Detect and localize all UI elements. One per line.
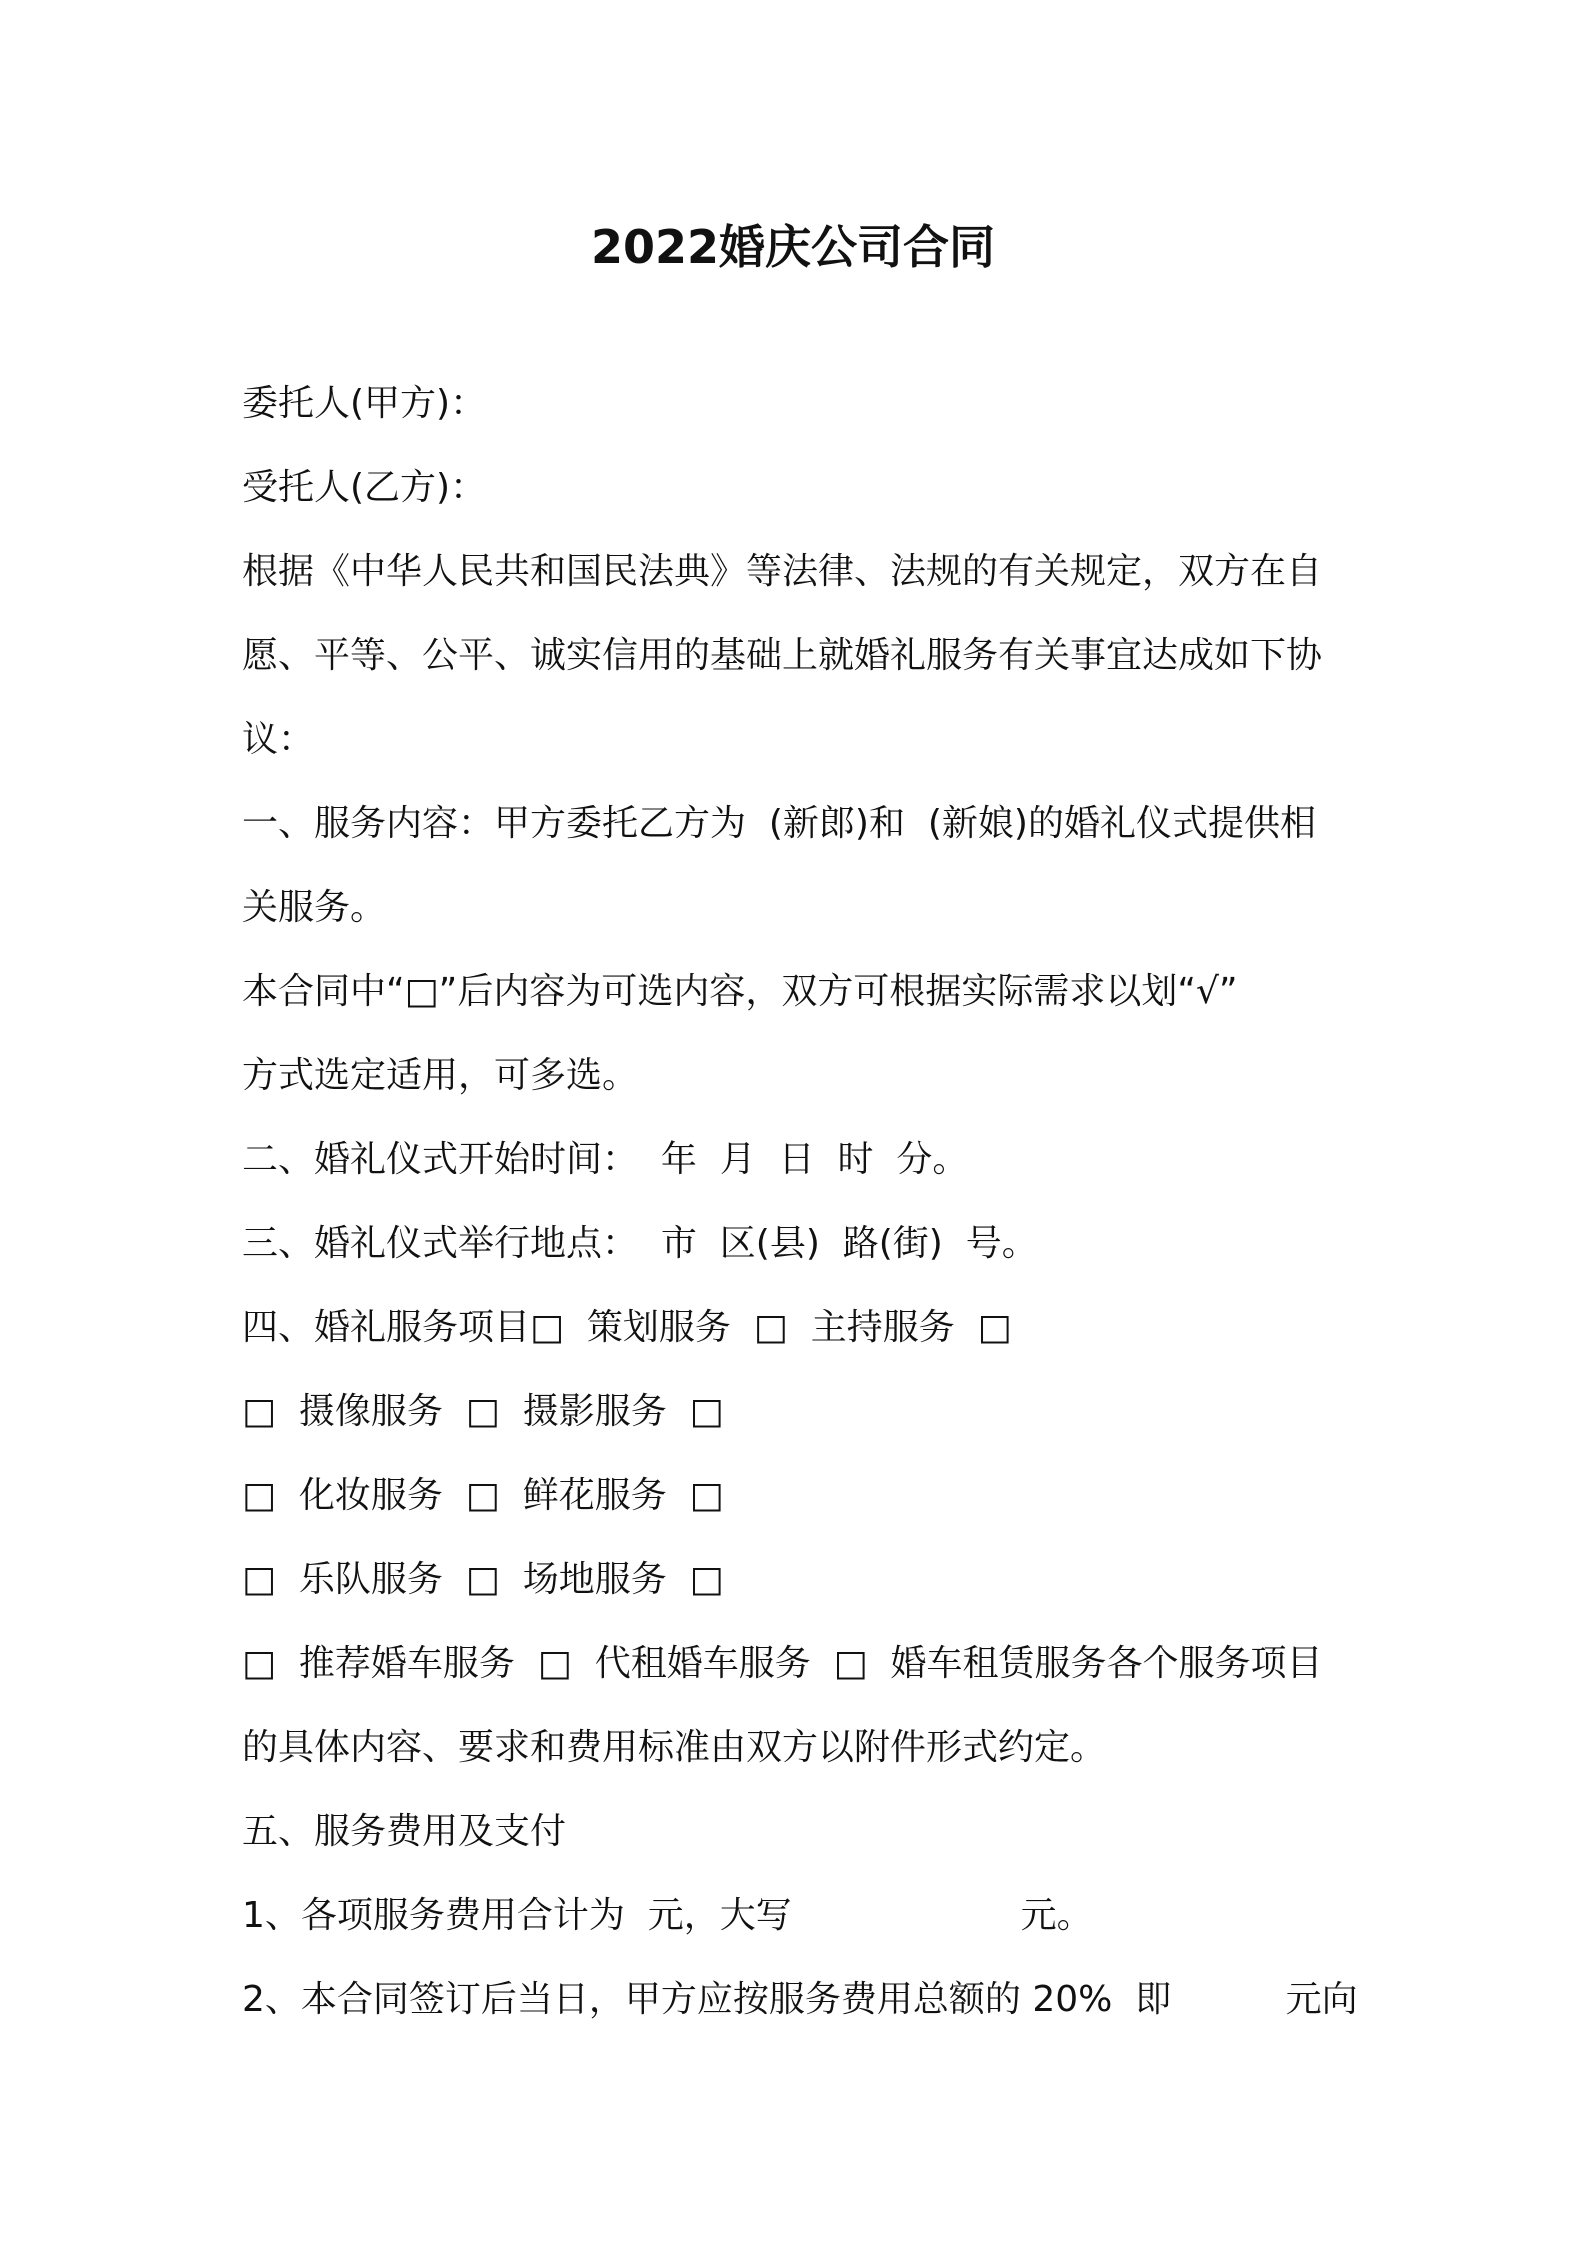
client-line: 委托人(甲方)：: [242, 383, 487, 424]
preamble-line-2: 愿、平等、公平、诚实信用的基础上就婚礼服务有关事宜达成如下协: [242, 635, 1323, 676]
section-4-line-6: 的具体内容、要求和费用标准由双方以附件形式约定。: [242, 1727, 1107, 1768]
section-4-line-3: □ 化妆服务 □ 鲜花服务 □: [242, 1475, 724, 1516]
section-1-line-1: 一、服务内容：甲方委托乙方为 (新郎)和 (新娘)的婚礼仪式提供相: [242, 803, 1316, 844]
section-5-item-1: 1、各项服务费用合计为 元，大写 元。: [242, 1895, 1093, 1936]
section-5-heading: 五、服务费用及支付: [242, 1811, 567, 1852]
section-4-line-1: 四、婚礼服务项目□ 策划服务 □ 主持服务 □: [242, 1307, 1012, 1348]
section-4-line-2: □ 摄像服务 □ 摄影服务 □: [242, 1391, 724, 1432]
section-4-line-4: □ 乐队服务 □ 场地服务 □: [242, 1559, 724, 1600]
section-5-item-2: 2、本合同签订后当日，甲方应按服务费用总额的 20% 即 元向: [242, 1979, 1358, 2020]
section-1-line-2: 关服务。: [242, 887, 387, 928]
option-note-line-1: 本合同中“□”后内容为可选内容，双方可根据实际需求以划“√”: [242, 971, 1238, 1012]
preamble-line-3: 议：: [242, 719, 315, 760]
section-4-line-5: □ 推荐婚车服务 □ 代租婚车服务 □ 婚车租赁服务各个服务项目: [242, 1643, 1323, 1684]
option-note-line-2: 方式选定适用，可多选。: [242, 1055, 639, 1096]
contractor-line: 受托人(乙方)：: [242, 467, 487, 508]
document-body: [242, 362, 1358, 2042]
document-title: 2022婚庆公司合同: [590, 220, 996, 274]
section-3-line: 三、婚礼仪式举行地点： 市 区(县) 路(街) 号。: [242, 1223, 1038, 1264]
preamble-line-1: 根据《中华人民共和国民法典》等法律、法规的有关规定，双方在自: [242, 551, 1323, 592]
section-2-line: 二、婚礼仪式开始时间： 年 月 日 时 分。: [242, 1139, 969, 1180]
